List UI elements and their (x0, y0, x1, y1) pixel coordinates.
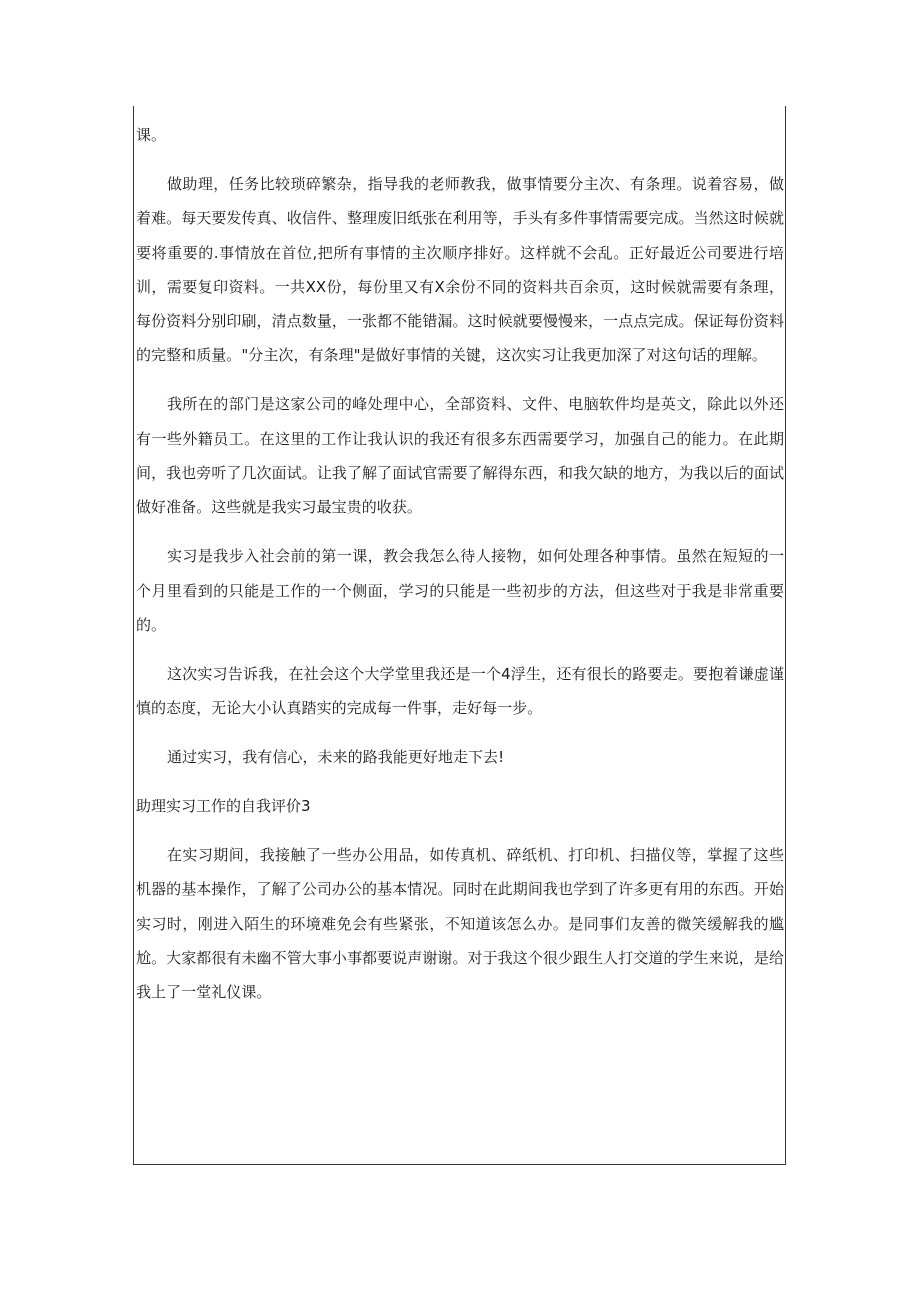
document-body (136, 118, 784, 1024)
section-heading: 助理实习工作的自我评价3 (136, 797, 311, 816)
paragraph: 通过实习，我有信心，未来的路我能更好地走下去! (167, 748, 505, 767)
paragraph: 做助理，任务比较琐碎繁杂，指导我的老师教我，做事情要分主次、有条理。说着容易，做着难。每天要发传真、收信件、整理废旧纸张在利用等，手头有多件事情需要完成。当然这时候就要将重要的.事情放在首位,把所有事情的主次顺序排好。这样就不会乱。正好最近公司要进行培训，需要复印资料。一共XX份，每份里又有X余份不同的资料共百余页，这时候就需要有条理，每份资料分别印刷，清点数量，一张都不能错漏。这时候就要慢慢来，一点点完成。保证每份资料的完整和质量。"分主次，有条理"是做好事情的关键，这次实习让我更加深了对这句话的理解。 (136, 174, 784, 365)
paragraph: 这次实习告诉我，在社会这个大学堂里我还是一个4浮生，还有很长的路要走。要抱着谦虚谨慎的态度，无论大小认真踏实的完成每一件事，走好每一步。 (136, 664, 784, 718)
paragraph: 在实习期间，我接触了一些办公用品，如传真机、碎纸机、打印机、扫描仪等，掌握了这些机器的基本操作，了解了公司办公的基本情况。同时在此期间我也学到了许多更有用的东西。开始实习时，刚进入陌生的环境难免会有些紧张，不知道该怎么办。是同事们友善的微笑缓解我的尴尬。大家都很有未幽不管大事小事都要说声谢谢。对于我这个很少跟生人打交道的学生来说，是给我上了一堂礼仪课。 (136, 846, 784, 1002)
paragraph: 我所在的部门是这家公司的峰处理中心，全部资料、文件、电脑软件均是英文，除此以外还有一些外籍员工。在这里的工作让我认识的我还有很多东西需要学习，加强自己的能力。在此期间，我也旁听了几次面试。让我了解了面试官需要了解得东西，和我欠缺的地方，为我以后的面试做好准备。这些就是我实习最宝贵的收获。 (136, 395, 784, 517)
paragraph: 实习是我步入社会前的第一课，教会我怎么待人接物，如何处理各种事情。虽然在短短的一个月里看到的只能是工作的一个侧面，学习的只能是一些初步的方法，但这些对于我是非常重要的。 (136, 547, 784, 634)
paragraph: 课。 (136, 126, 167, 144)
